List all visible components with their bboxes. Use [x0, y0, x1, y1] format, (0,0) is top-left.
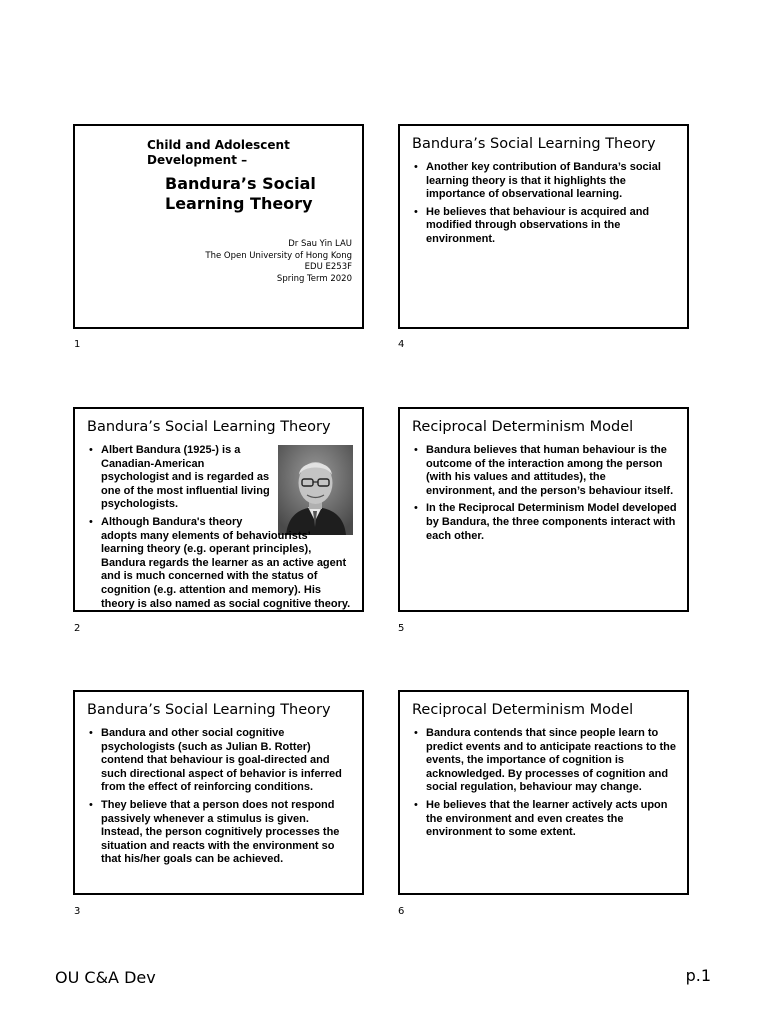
course-line-2: Development –: [147, 153, 248, 167]
slide-title: Bandura’s Social Learning Theory: [87, 702, 331, 718]
bullet-text: They believe that a person does not respond passively whenever a stimulus is given. Instead, the person cognitively processes the situation and reacts with the environment so that his/her goals can be achieved.: [101, 798, 340, 866]
list-item: [414, 502, 677, 543]
bullet-list: [89, 444, 352, 612]
bullet-marker: •: [89, 727, 93, 739]
list-item: [89, 444, 352, 512]
list-item: [89, 727, 352, 795]
bullet-text: In the Reciprocal Determinism Model developed by Bandura, the three components interact with each other.: [426, 502, 677, 542]
bullet-marker: •: [414, 205, 418, 218]
slide-number-4: 4: [398, 339, 405, 350]
bullet-text: Bandura and other social cognitive psychologists (such as Julian B. Rotter) contend that behaviour is goal-directed and such directional aspect of behavior is inferred from the effect of reinforcing conditions.: [101, 727, 342, 794]
bullet-list: [89, 727, 352, 871]
bullet-marker: •: [414, 161, 418, 173]
slide-title: Reciprocal Determinism Model: [412, 419, 634, 435]
slide-title: Bandura’s Social Learning Theory: [87, 419, 331, 435]
slide-5: [398, 407, 689, 612]
bullet-marker: •: [414, 444, 418, 456]
author-block: [205, 239, 352, 285]
slide-2: [73, 407, 364, 612]
slide-number-1: 1: [74, 339, 81, 350]
slide-number-6: 6: [398, 906, 405, 917]
course-code: EDU E253F: [304, 262, 352, 272]
bullet-text: Although Bandura's theory adopts many elements of behaviourists’ learning theory (e.g. operant principles), Bandura regards the learner as an active agent and is much concerned with the status of cognition (e.g. attention and memory). His theory is also named as social cognitive theory.: [101, 515, 351, 610]
course-line-1: Child and Adolescent: [147, 138, 290, 152]
author-name: Dr Sau Yin LAU: [288, 239, 352, 249]
main-title: [165, 174, 345, 214]
bullet-list: [414, 444, 677, 547]
slide-title: Bandura’s Social Learning Theory: [412, 136, 656, 152]
slide-1: [73, 124, 364, 329]
list-item: [414, 444, 677, 498]
list-item: [414, 727, 677, 795]
main-title-line-2: Learning Theory: [165, 194, 313, 213]
footer-page-number: p.1: [685, 966, 711, 985]
list-item: [414, 799, 677, 840]
slide-6: [398, 690, 689, 895]
slide-number-2: 2: [74, 623, 81, 634]
bullet-marker: •: [89, 444, 93, 456]
slide-number-3: 3: [74, 906, 81, 917]
bullet-marker: •: [414, 502, 418, 515]
slide-title: Reciprocal Determinism Model: [412, 702, 634, 718]
slide-4: [398, 124, 689, 329]
bullet-text: Another key contribution of Bandura’s social learning theory is that it highlights the importance of observational learning.: [426, 161, 661, 201]
bullet-list: [414, 161, 677, 251]
bullet-marker: •: [414, 727, 418, 739]
bullet-text: He believes that the learner actively acts upon the environment and even creates the environment to some extent.: [426, 798, 668, 839]
bullet-list: [414, 727, 677, 844]
list-item: [89, 799, 352, 867]
list-item: [89, 516, 352, 611]
institution-name: The Open University of Hong Kong: [205, 250, 352, 261]
bullet-marker: •: [89, 798, 93, 811]
term-label: Spring Term 2020: [276, 273, 352, 284]
course-name: [147, 138, 317, 168]
bullet-text: Bandura contends that since people learn to predict events and to anticipate reactions to the events, the importance of cognition is acknowledged. By processes of cognition and social regulation, behaviour may change.: [426, 727, 676, 794]
main-title-line-1: Bandura’s Social: [165, 174, 316, 193]
bullet-text: Albert Bandura (1925-) is a Canadian-American psychologist and is regarded as one of the most influential living psychologists.: [101, 444, 270, 511]
bullet-text: He believes that behaviour is acquired and modified through observations in the environment.: [426, 205, 650, 245]
list-item: [414, 161, 677, 202]
slide-number-5: 5: [398, 623, 405, 634]
slide-3: [73, 690, 364, 895]
bullet-text: Bandura believes that human behaviour is the outcome of the interaction among the person (with his values and attitudes), the environment, and the person’s behaviour itself.: [426, 444, 674, 497]
footer-course-label: OU C&A Dev: [55, 968, 156, 987]
list-item: [414, 206, 677, 247]
bullet-marker: •: [89, 515, 93, 528]
bullet-marker: •: [414, 798, 418, 811]
